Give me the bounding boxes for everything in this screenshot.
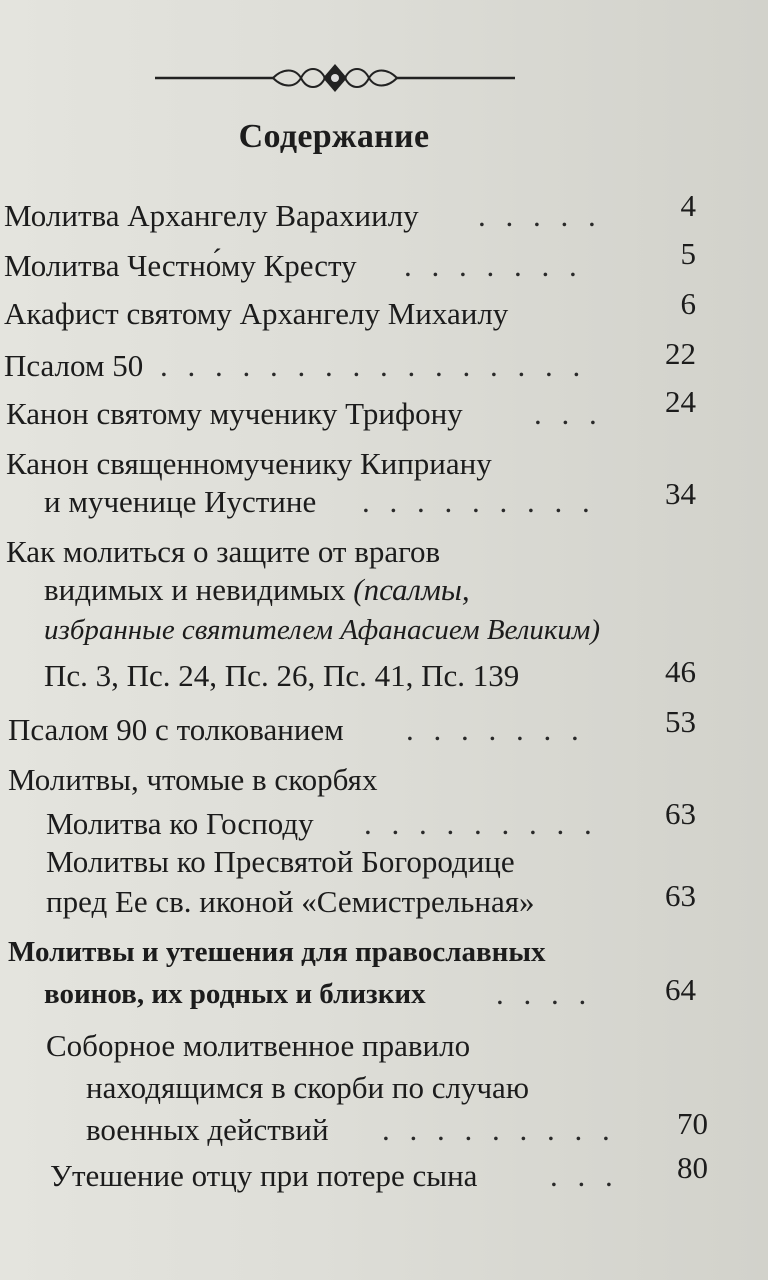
page-title: Содержание bbox=[238, 118, 430, 155]
toc-entry-text[interactable]: Молитва Архангелу Варахиилу bbox=[4, 198, 419, 233]
toc-page-number: 70 bbox=[677, 1106, 708, 1141]
toc-entry-text-part: видимых и невидимых bbox=[44, 572, 346, 607]
toc-page-number: 46 bbox=[665, 654, 696, 689]
toc-leader-dots bbox=[362, 482, 598, 522]
toc-page-number: 63 bbox=[665, 796, 696, 831]
toc-entry-text[interactable]: находящимся в скорби по случаю bbox=[86, 1070, 529, 1105]
toc-entry-note: (псалмы, bbox=[353, 572, 470, 607]
toc-entry-text[interactable]: военных действий bbox=[86, 1112, 329, 1147]
toc-entry-text[interactable]: пред Ее св. иконой «Семистрельная» bbox=[46, 884, 535, 919]
toc-entry-text[interactable]: Канон священномученику Киприану bbox=[6, 446, 492, 481]
toc-entry-text[interactable]: Утешение отцу при потере сына bbox=[50, 1158, 478, 1193]
toc-page-number: 6 bbox=[680, 286, 696, 321]
toc-entry-text[interactable]: Молитва Честно́му Кресту bbox=[4, 248, 357, 283]
toc-leader-dots bbox=[550, 1156, 618, 1196]
toc-entry-text[interactable]: воинов, их родных и близких bbox=[44, 978, 426, 1010]
toc-leader-dots bbox=[160, 346, 596, 386]
toc-page-number: 4 bbox=[680, 188, 696, 223]
toc-page-number: 24 bbox=[665, 384, 696, 419]
toc-page-number: 80 bbox=[677, 1150, 708, 1185]
toc-entry-text[interactable]: Акафист святому Архангелу Михаилу bbox=[4, 296, 509, 331]
toc-leader-dots bbox=[382, 1110, 614, 1150]
toc-entry-text[interactable]: Псалом 50 bbox=[4, 348, 144, 383]
toc-entry-text[interactable]: Канон святому мученику Трифону bbox=[6, 396, 463, 431]
toc-page-number: 53 bbox=[665, 704, 696, 739]
toc-entry-text[interactable]: Как молиться о защите от врагов bbox=[6, 534, 441, 569]
toc-entry-text[interactable]: Пс. 3, Пс. 24, Пс. 26, Пс. 41, Пс. 139 bbox=[44, 658, 520, 693]
toc-leader-dots bbox=[534, 394, 598, 434]
toc-page-number: 22 bbox=[665, 336, 696, 371]
toc-entry-text[interactable]: Молитвы и утешения для православных bbox=[8, 936, 546, 968]
toc-page-number: 64 bbox=[665, 972, 696, 1007]
toc-leader-dots bbox=[404, 246, 596, 286]
toc-entry-text[interactable]: Молитвы ко Пресвятой Богородице bbox=[46, 844, 515, 879]
toc-page-number: 63 bbox=[665, 878, 696, 913]
toc-page-number: 5 bbox=[680, 236, 696, 271]
toc-entry-text[interactable]: и мученице Иустине bbox=[44, 484, 317, 519]
toc-leader-dots bbox=[496, 974, 606, 1014]
toc-leader-dots bbox=[478, 196, 596, 236]
toc-leader-dots bbox=[364, 804, 604, 844]
toc-entry-text[interactable]: Молитва ко Господу bbox=[46, 806, 314, 841]
toc-entry-text[interactable]: Псалом 90 с толкованием bbox=[8, 712, 344, 747]
toc-entry-note: избранные святителем Афанасием Великим) bbox=[44, 614, 601, 646]
toc-entry-text[interactable]: Молитвы, чтомые в скорбях bbox=[8, 762, 378, 797]
toc-leader-dots bbox=[406, 710, 600, 750]
toc-page-number: 34 bbox=[665, 476, 696, 511]
toc-entry-text[interactable] bbox=[44, 570, 470, 610]
toc-entry-text[interactable]: Соборное молитвенное правило bbox=[46, 1028, 471, 1063]
